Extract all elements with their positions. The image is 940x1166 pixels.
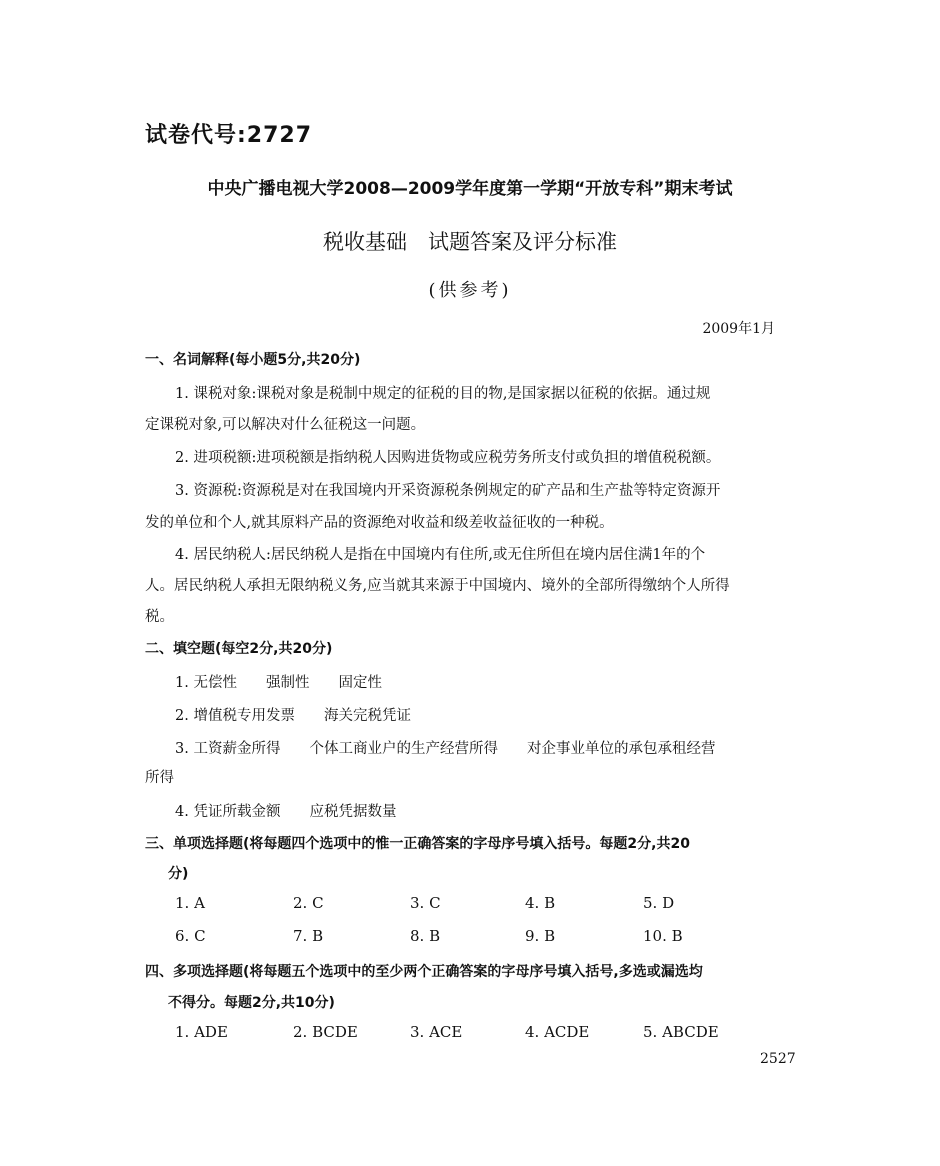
reference-note: (供参考): [428, 280, 512, 301]
section-heading-continued: 分): [168, 866, 189, 882]
single-choice-answer: 2. C: [293, 894, 324, 912]
single-choice-answer: 6. C: [175, 927, 206, 945]
answer-line: 3. 工资薪金所得 个体工商业户的生产经营所得 对企事业单位的承包承租经营: [175, 741, 716, 757]
section-heading-continued: 不得分。每题2分,共10分): [168, 995, 335, 1011]
answer-line: 4. 凭证所载金额 应税凭据数量: [175, 804, 397, 820]
answer-line: 2. 进项税额:进项税额是指纳税人因购进货物或应税劳务所支付或负担的增值税税额。: [175, 450, 721, 466]
subject-title: 税收基础 试题答案及评分标准: [323, 230, 617, 254]
single-choice-answer: 3. C: [410, 894, 441, 912]
answer-line: 人。居民纳税人承担无限纳税义务,应当就其来源于中国境内、境外的全部所得缴纳个人所得: [145, 578, 730, 594]
multiple-choice-answer: 2. BCDE: [293, 1023, 358, 1041]
multiple-choice-answer: 4. ACDE: [525, 1023, 590, 1041]
single-choice-answer: 10. B: [643, 927, 683, 945]
section-heading-fill-blank: 二、填空题(每空2分,共20分): [145, 641, 333, 657]
paper-code: 试卷代号:2727: [145, 123, 313, 148]
section-heading-terms: 一、名词解释(每小题5分,共20分): [145, 352, 361, 368]
single-choice-answer: 4. B: [525, 894, 556, 912]
single-choice-answer: 8. B: [410, 927, 441, 945]
section-heading-multiple-choice: 四、多项选择题(将每题五个选项中的至少两个正确答案的字母序号填入括号,多选或漏选均: [145, 964, 703, 980]
single-choice-answer: 5. D: [643, 894, 675, 912]
multiple-choice-answer: 5. ABCDE: [643, 1023, 719, 1041]
answer-line: 所得: [145, 770, 174, 786]
single-choice-answer: 1. A: [175, 894, 205, 912]
exam-title: 中央广播电视大学2008—2009学年度第一学期“开放专科”期末考试: [207, 179, 733, 199]
answer-line: 税。: [145, 609, 174, 625]
answer-line: 1. 无偿性 强制性 固定性: [175, 675, 382, 691]
answer-line: 2. 增值税专用发票 海关完税凭证: [175, 708, 411, 724]
exam-date: 2009年1月: [702, 321, 775, 337]
page-number: 2527: [760, 1051, 796, 1067]
multiple-choice-answer: 1. ADE: [175, 1023, 228, 1041]
section-heading-single-choice: 三、单项选择题(将每题四个选项中的惟一正确答案的字母序号填入括号。每题2分,共20: [145, 836, 690, 852]
multiple-choice-answer: 3. ACE: [410, 1023, 463, 1041]
single-choice-answer: 7. B: [293, 927, 324, 945]
answer-line: 发的单位和个人,就其原料产品的资源绝对收益和级差收益征收的一种税。: [145, 515, 614, 531]
answer-line: 1. 课税对象:课税对象是税制中规定的征税的目的物,是国家据以征税的依据。通过规: [175, 386, 711, 402]
answer-line: 3. 资源税:资源税是对在我国境内开采资源税条例规定的矿产品和生产盐等特定资源开: [175, 483, 721, 499]
single-choice-answer: 9. B: [525, 927, 556, 945]
answer-line: 定课税对象,可以解决对什么征税这一问题。: [145, 417, 426, 433]
answer-line: 4. 居民纳税人:居民纳税人是指在中国境内有住所,或无住所但在境内居住满1年的个: [175, 547, 706, 563]
